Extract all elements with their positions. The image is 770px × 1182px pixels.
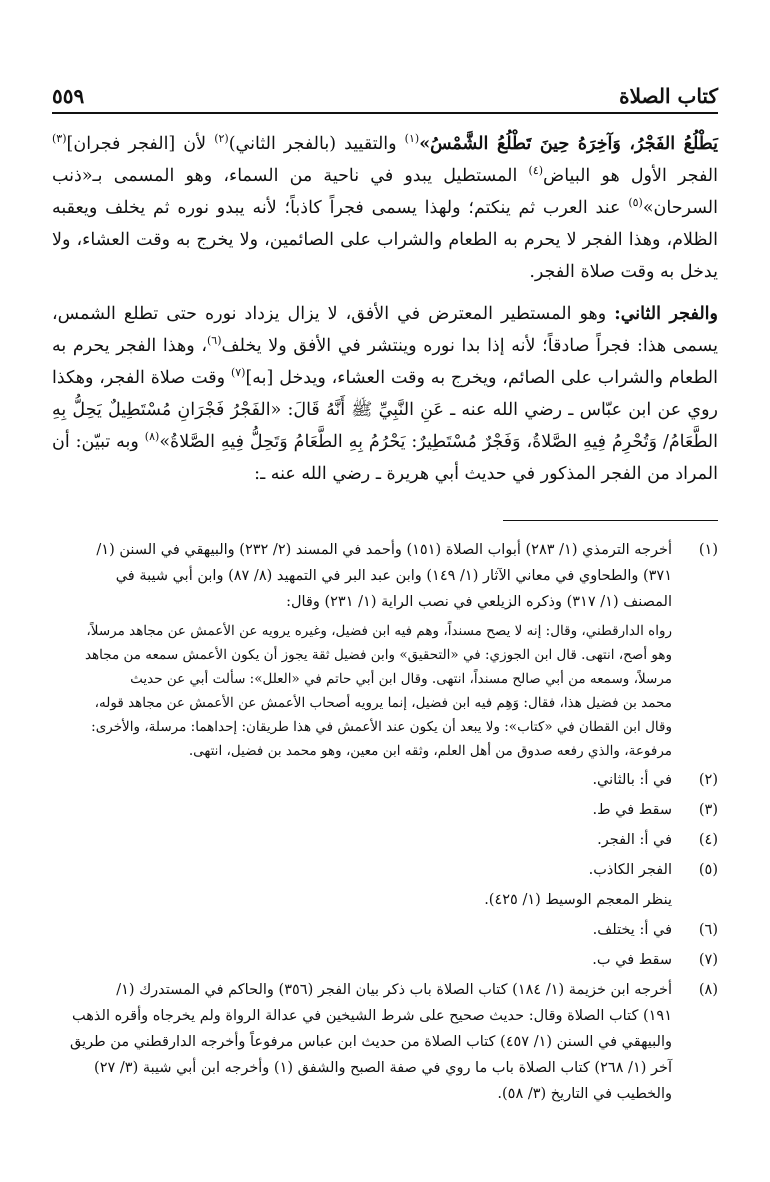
- footnote-number: (٤): [698, 832, 718, 848]
- footnote-line: الفجر الكاذب.: [588, 862, 672, 878]
- footnote-ref-2[interactable]: (٢): [214, 132, 229, 146]
- footnote-text: سقط في ب.: [592, 952, 672, 968]
- footnote-ref-4[interactable]: (٤): [528, 164, 544, 178]
- footnote-line: ١٩١) كتاب الصلاة وقال: حديث صحيح على شرط الشيخين في عدالة الرواة ولم يخرجاه وأقره الذهب: [72, 1008, 672, 1024]
- page-header: [52, 84, 718, 114]
- footnote-2: [52, 767, 718, 793]
- footnote-3: [52, 797, 718, 823]
- footnote-ref-3[interactable]: (٣): [52, 132, 67, 146]
- text-segment: المستطيل يبدو في ناحية من السماء، وهو المسمى بـ«ذنب السرحان»: [52, 166, 718, 218]
- text-segment: وقت صلاة الفجر، وهكذا روي عن ابن عبّاس ـ رضي الله عنه ـ عَنِ النَّبِيِّ ﷺ أَنَّهُ قَالَ: «الفَجْرُ فَجْرَانِ مُسْتَطِيلٌ يَحِلُّ بِهِ الطَّعَامُ/ وَتُحْرِمُ فِيهِ الصَّلاةُ، وَفَجْرٌ مُسْتَطِيرٌ: يَحْرُمُ بِهِ الطَّعَامُ وَتَحِلُّ فِيهِ الصَّلاةُ»: [52, 368, 718, 452]
- text-segment: ، وهذا الفجر يحرم به الطعام والشراب على الصائم، ويخرج به وقت العشاء، ويدخل [به]: [52, 336, 718, 388]
- footnote-line: والبيهقي في السنن (١/ ٤٥٧) كتاب الصلاة من حديث ابن عباس مرفوعاً وأخرجه الدارقطني من طريق: [70, 1034, 672, 1050]
- footnote-ref-8[interactable]: (٨): [144, 430, 160, 444]
- footnote-number: (٨): [698, 982, 718, 998]
- footnote-8: [52, 977, 718, 1107]
- footnote-1-quote: [52, 619, 718, 763]
- paragraph-lead: والفجر الثاني:: [614, 304, 718, 324]
- paragraph-2: [52, 298, 718, 490]
- footnote-line: ٣٧١) والطحاوي في معاني الآثار (١/ ١٤٩) وابن عبد البر في التمهيد (٨/ ٨٧) وابن أبي شيبة في: [115, 568, 672, 584]
- footnote-line: المصنف (١/ ٣١٧) وذكره الزيلعي في نصب الراية (١/ ٢٣١) وقال:: [286, 594, 672, 610]
- paragraph-1: [52, 128, 718, 288]
- footnote-line: أخرجه ابن خزيمة (١/ ١٨٤) كتاب الصلاة باب ذكر بيان الفجر (٣٥٦) والحاكم في المستدرك (١/: [116, 982, 672, 998]
- text-segment: وهو المستطير المعترض في الأفق، لا يزال يزداد نوره حتى تطلع الشمس، يسمى هذا: فجراً صادقاً؛ لأنه إذا بدا نوره وينتشر في الأفق ولا يخلف: [52, 304, 718, 356]
- quote-line: مرفوعة، والذي رفعه صدوق من أهل العلم، وثقه ابن معين، وهو محمد بن فضيل، انتهى.: [188, 743, 672, 759]
- footnote-6: [52, 917, 718, 943]
- text-segment: لأن [الفجر فجران]: [66, 134, 215, 154]
- chapter-title: كتاب الصلاة: [619, 84, 718, 108]
- quote-line: مرسلاً، وسمعه من أبي صالح مسنداً، انتهى. وقال ابن أبي حاتم في «العلل»: سألت أبي عن حديث: [130, 671, 672, 687]
- footnote-line: أخرجه الترمذي (١/ ٢٨٣) أبواب الصلاة (١٥١) وأحمد في المسند (٢/ ٢٣٢) والبيهقي في السنن (١/: [96, 542, 672, 558]
- footnote-text: في أ: يختلف.: [592, 922, 672, 938]
- text-segment: وبه تبيّن: أن المراد من الفجر المذكور في حديث أبي هريرة ـ رضي الله عنه ـ:: [52, 432, 718, 484]
- footnote-text: [52, 977, 672, 1107]
- footnote-number: (٧): [698, 952, 718, 968]
- footnote-text: سقط في ط.: [592, 802, 672, 818]
- footnote-separator: [503, 520, 718, 521]
- hadith-quote: يَطْلُعُ الفَجْرُ، وَآخِرَهُ حِينَ تَطْلُعُ الشَّمْسُ»: [419, 134, 718, 154]
- footnotes: [52, 537, 718, 1107]
- footnote-1: [52, 537, 718, 615]
- footnote-number: (١): [698, 542, 718, 558]
- footnote-text: في أ: الفجر.: [597, 832, 672, 848]
- quote-line: رواه الدارقطني، وقال: إنه لا يصح مسنداً، وهم فيه ابن فضيل، وغيره يرويه عن الأعمش عن مجاهد مرسلاً،: [86, 623, 672, 639]
- footnote-number: (٥): [698, 862, 718, 878]
- footnote-text: في أ: بالثاني.: [592, 772, 672, 788]
- footnote-ref-6[interactable]: (٦): [206, 334, 222, 348]
- footnote-text: [52, 857, 672, 883]
- footnote-ref-5[interactable]: (٥): [628, 196, 643, 210]
- footnote-number: (٢): [698, 772, 718, 788]
- quote-line: وهو أصح، انتهى. قال ابن الجوزي: في «التحقيق» وابن فضيل ثقة يجوز أن يكون الأعمش سمعه من مجاهد: [84, 647, 672, 663]
- text-segment: الفجر الأول هو البياض: [543, 166, 718, 186]
- footnote-7: [52, 947, 718, 973]
- footnote-ref-7[interactable]: (٧): [230, 366, 246, 380]
- footnote-5: [52, 857, 718, 883]
- text-segment: عند العرب ثم ينكتم؛ ولهذا يسمى فجراً كاذباً؛ لأنه يبدو نوره ثم يخلف ويعقبه الظلام، وهذا الفجر لا يحرم به الطعام والشراب على الصائمين، ولا يخرج به وقت العشاء، ولا يدخل به وقت صلاة الفجر.: [52, 198, 718, 282]
- quote-line: وقال ابن القطان في «كتاب»: ولا يبعد أن يكون عند الأعمش في هذا طريقان: إحداهما: مرسلة، والأخرى:: [91, 719, 672, 735]
- footnote-text: ينظر المعجم الوسيط (١/ ٤٢٥).: [484, 892, 672, 908]
- footnote-5-extra: [52, 887, 718, 913]
- main-text: [52, 128, 718, 490]
- footnote-text: [52, 537, 672, 615]
- footnote-number: (٣): [698, 802, 718, 818]
- footnote-ref-1[interactable]: (١): [404, 132, 420, 146]
- footnote-4: [52, 827, 718, 853]
- footnote-line: والخطيب في التاريخ (٣/ ٥٨).: [497, 1086, 672, 1102]
- footnote-number: (٦): [698, 922, 718, 938]
- page-number: ٥٥٩: [52, 84, 85, 108]
- quote-line: محمد بن فضيل هذا، فقال: وَهِم فيه ابن فضيل، إنما يرويه أصحاب الأعمش عن الأعمش عن مجاهد قوله،: [94, 695, 672, 711]
- text-segment: والتقييد (بالفجر الثاني): [228, 134, 405, 154]
- footnote-line: آخر (١/ ٢٦٨) كتاب الصلاة باب ما روي في صفة الصبح والشفق (١) وأخرجه ابن أبي شيبة (٣/ ٢٧): [94, 1060, 672, 1076]
